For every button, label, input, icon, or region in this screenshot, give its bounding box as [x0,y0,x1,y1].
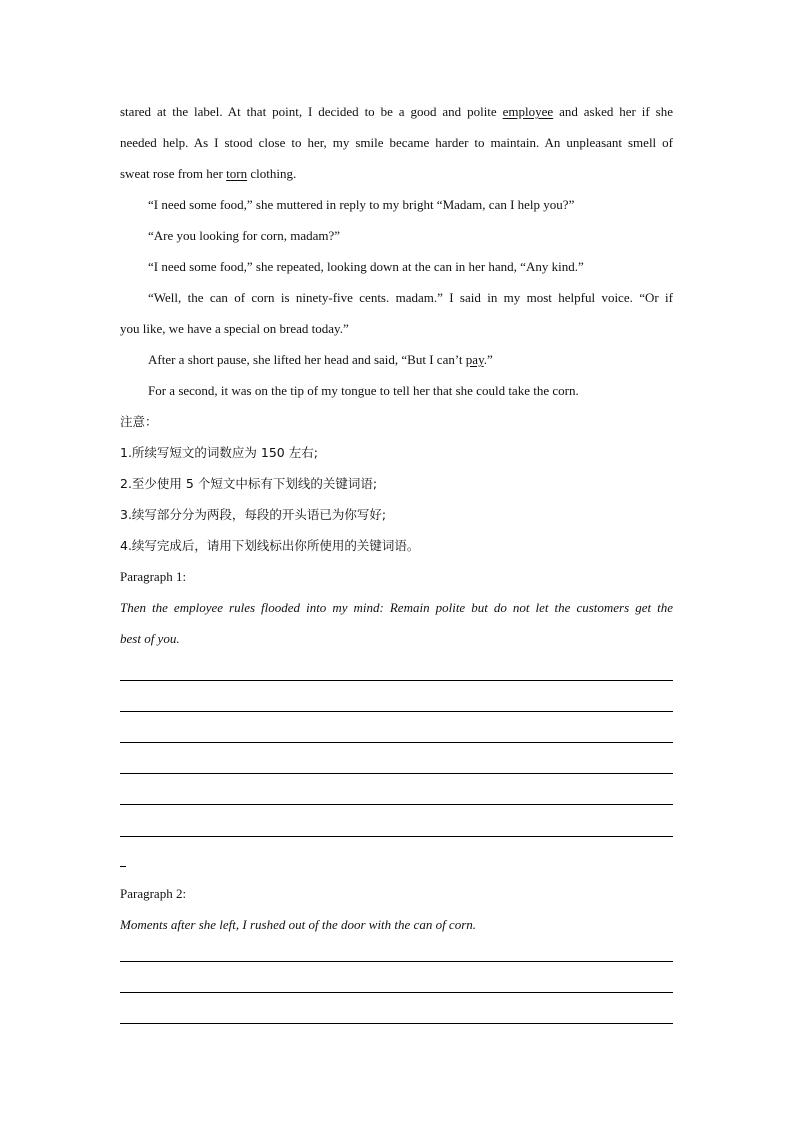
stray-dash [120,866,126,867]
text-span: clothing. [247,166,297,181]
text-span: .” [483,352,493,367]
writing-line[interactable] [120,836,673,837]
story-line-2: needed help. As I stood close to her, my smile became harder to maintain. An unpleasant smell of [120,135,673,150]
note-item-3: 3.续写部分分为两段，每段的开头语已为你写好; [120,507,387,522]
writing-line[interactable] [120,773,673,774]
writing-line[interactable] [120,1023,673,1024]
paragraph2-block [120,878,673,940]
writing-line[interactable] [120,804,673,805]
story-line-1 [120,96,673,127]
story-line-5: “Are you looking for corn, madam?” [148,228,341,243]
writing-line[interactable] [120,680,673,681]
keyword-torn: torn [226,166,248,181]
story-line-4: “I need some food,” she muttered in reply to my bright “Madam, can I help you?” [148,197,575,212]
text-span: After a short pause, she lifted her head and said, “But I can’t [148,352,466,367]
notes-heading: 注意： [120,414,158,429]
story-line-8: you like, we have a special on bread today.” [120,321,349,336]
writing-line[interactable] [120,992,673,993]
story-line-9 [120,344,673,375]
writing-line[interactable] [120,961,673,962]
note-item-1: 1.所续写短文的词数应为 150 左右; [120,445,318,460]
writing-line[interactable] [120,711,673,712]
note-item-2: 2.至少使用 5 个短文中标有下划线的关键词语; [120,476,378,491]
paragraph2-opening: Moments after she left, I rushed out of the door with the can of corn. [120,917,477,932]
story-line-3 [120,158,673,189]
document-page [120,96,673,654]
paragraph1-opening-line-1: Then the employee rules flooded into my mind: Remain polite but do not let the customers get the [120,600,673,615]
text-span: sweat rose from her [120,166,227,181]
story-line-10: For a second, it was on the tip of my tongue to tell her that she could take the corn. [148,383,579,398]
writing-line[interactable] [120,742,673,743]
note-item-4: 4.续写完成后，请用下划线标出你所使用的关键词语。 [120,538,420,553]
text-span: and asked her if she [553,104,673,119]
paragraph1-label: Paragraph 1: [120,569,187,584]
story-line-7: “Well, the can of corn is ninety-five cents. madam.” I said in my most helpful voice. “Or if [148,290,673,305]
text-span: stared at the label. At that point, I decided to be a good and polite [120,104,503,119]
keyword-pay: pay [465,352,484,367]
story-line-6: “I need some food,” she repeated, looking down at the can in her hand, “Any kind.” [148,259,584,274]
paragraph2-label: Paragraph 2: [120,886,187,901]
keyword-employee: employee [502,104,554,119]
paragraph1-opening-line-2: best of you. [120,631,180,646]
